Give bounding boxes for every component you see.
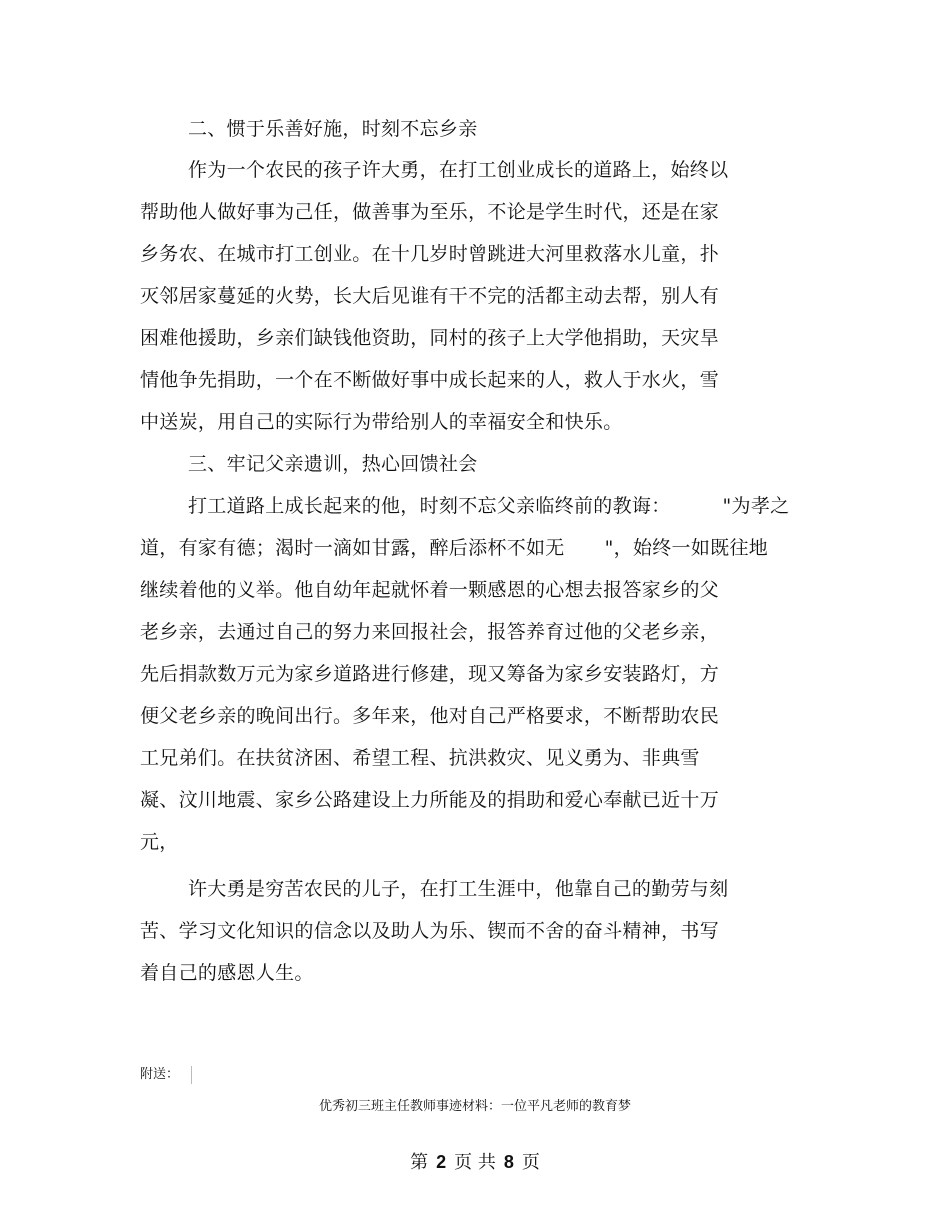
paragraph-3-line-8: 凝、汶川地震、家乡公路建设上力所能及的捐助和爱心奉献已近十万	[140, 789, 720, 811]
section-heading-2: 二、惯于乐善好施，时刻不忘乡亲	[188, 118, 478, 140]
paragraph-4-line-3: 着自己的感恩人生。	[140, 962, 314, 984]
attachment-label: 附送：	[140, 1066, 192, 1084]
paragraph-3-line-2-text: 道，有家有德；渴时一滴如甘露，醉后添杯不如无	[140, 537, 565, 559]
page-number	[0, 1150, 950, 1175]
page-mid: 页 共	[454, 1152, 496, 1173]
paragraph-2-line-6: 情他争先捐助，一个在不断做好事中成长起来的人，救人于水火，雪	[140, 369, 720, 391]
section-heading-3: 三、牢记父亲遗训，热心回馈社会	[188, 453, 478, 475]
page-prefix: 第	[410, 1152, 429, 1173]
paragraph-3-line-7: 工兄弟们。在扶贫济困、希望工程、抗洪救灾、见义勇为、非典雪	[140, 747, 700, 769]
paragraph-3-line-4: 老乡亲，去通过自己的努力来回报社会，报答养育过他的父老乡亲，	[140, 621, 720, 643]
paragraph-3-line-2	[140, 535, 768, 561]
paragraph-2-line-1: 作为一个农民的孩子许大勇，在打工创业成长的道路上，始终以	[188, 159, 729, 181]
page-total: 8	[503, 1152, 514, 1172]
paragraph-2-line-2: 帮助他人做好事为己任，做善事为至乐，不论是学生时代，还是在家	[140, 201, 720, 223]
paragraph-3-line-1	[188, 493, 789, 519]
paragraph-2-line-3: 乡务农、在城市打工创业。在十几岁时曾跳进大河里救落水儿童，扑	[140, 243, 720, 265]
paragraph-4-line-2: 苦、学习文化知识的信念以及助人为乐、锲而不舍的奋斗精神，书写	[140, 920, 720, 942]
paragraph-3-line-6: 便父老乡亲的晚间出行。多年来，他对自己严格要求，不断帮助农民	[140, 705, 720, 727]
paragraph-2-line-7: 中送炭，用自己的实际行为带给别人的幸福安全和快乐。	[140, 411, 623, 433]
paragraph-3-line-9: 元，	[140, 831, 179, 853]
paragraph-3-line-5: 先后捐款数万元为家乡道路进行修建，现又筹备为家乡安装路灯，方	[140, 663, 720, 685]
paragraph-3-line-1-text: 打工道路上成长起来的他，时刻不忘父亲临终前的教诲：	[188, 495, 671, 517]
page-suffix: 页	[521, 1152, 540, 1173]
attachment-title: 优秀初三班主任教师事迹材料：一位平凡老师的教育梦	[318, 1099, 631, 1114]
paragraph-2-line-5: 困难他援助，乡亲们缺钱他资助，同村的孩子上大学他捐助，天灾旱	[140, 327, 720, 349]
paragraph-3-line-3: 继续着他的义举。他自幼年起就怀着一颗感恩的心想去报答家乡的父	[140, 579, 720, 601]
paragraph-4-line-1: 许大勇是穷苦农民的儿子，在打工生涯中，他靠自己的勤劳与刻	[188, 878, 729, 900]
paragraph-3-line-1-quote: "为孝之	[722, 495, 790, 517]
page-current: 2	[436, 1152, 447, 1172]
paragraph-3-line-2-rest: "，始终一如既往地	[604, 537, 769, 559]
paragraph-2-line-4: 灭邻居家蔓延的火势，长大后见谁有干不完的活都主动去帮，别人有	[140, 285, 720, 307]
